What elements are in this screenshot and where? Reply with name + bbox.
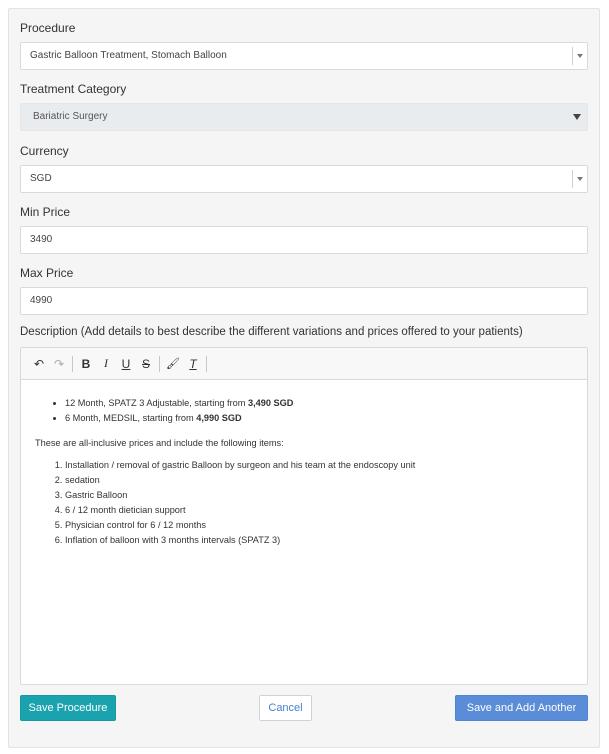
category-select — [20, 103, 588, 131]
list-item: 2. sedation — [65, 473, 573, 488]
save-and-add-another-button[interactable]: Save and Add Another — [455, 695, 588, 721]
strikethrough-button[interactable]: S — [141, 356, 150, 371]
list-item: 1. Installation / removal of gastric Balloon by surgeon and his team at the endoscopy unit — [65, 458, 573, 473]
list-item: 5. Physician control for 6 / 12 months — [65, 518, 573, 533]
category-value: Bariatric Surgery — [33, 111, 108, 122]
paint-brush-icon[interactable]: 🖌 — [166, 358, 180, 370]
bullet-price: 3,490 SGD — [247, 398, 294, 408]
clear-format-icon[interactable]: T — [189, 356, 197, 371]
undo-icon[interactable]: ↶ — [33, 356, 45, 371]
description-label: Description (Add details to best describe the different variations and prices offered to your patients) — [20, 326, 523, 338]
bullet-text: 6 Month, MEDSIL, starting from — [65, 413, 197, 423]
procedure-label: Procedure — [20, 21, 76, 35]
price-bullet-list — [35, 396, 573, 426]
min-price-input[interactable] — [20, 226, 588, 254]
list-item — [65, 396, 573, 411]
save-procedure-button[interactable]: Save Procedure — [20, 695, 116, 721]
list-item — [65, 411, 573, 426]
max-price-value: 4990 — [30, 295, 53, 306]
list-item: 4. 6 / 12 month dietician support — [65, 503, 573, 518]
underline-button[interactable]: U — [121, 356, 131, 371]
procedure-value: Gastric Balloon Treatment, Stomach Balloon — [30, 50, 227, 61]
toolbar-divider — [72, 356, 73, 372]
min-price-label: Min Price — [20, 205, 71, 219]
italic-button[interactable]: I — [104, 356, 108, 370]
bullet-text: 12 Month, SPATZ 3 Adjustable, starting from — [65, 398, 248, 408]
min-price-value: 3490 — [30, 234, 53, 245]
currency-select[interactable] — [20, 165, 588, 193]
caret-down-icon — [573, 114, 581, 120]
chevron-down-icon[interactable] — [572, 47, 587, 65]
list-item: 6. Inflation of balloon with 3 months intervals (SPATZ 3) — [65, 533, 573, 548]
toolbar-divider — [159, 356, 160, 372]
cancel-button[interactable]: Cancel — [259, 695, 312, 721]
bullet-price: 4,990 SGD — [196, 413, 242, 423]
inclusive-paragraph: These are all-inclusive prices and include the following items: — [35, 438, 284, 448]
editor-toolbar — [21, 348, 587, 380]
toolbar-divider — [206, 356, 207, 372]
max-price-input[interactable] — [20, 287, 588, 315]
procedure-form-panel — [8, 8, 600, 748]
max-price-label: Max Price — [20, 266, 74, 280]
list-item: 3. Gastric Balloon — [65, 488, 573, 503]
category-label: Treatment Category — [20, 82, 127, 96]
currency-value: SGD — [30, 173, 52, 184]
procedure-select[interactable] — [20, 42, 588, 70]
bold-button[interactable]: B — [81, 356, 91, 371]
redo-icon[interactable]: ↷ — [53, 356, 65, 371]
currency-label: Currency — [20, 144, 69, 158]
editor-content[interactable] — [21, 380, 587, 548]
description-editor[interactable] — [20, 347, 588, 685]
chevron-down-icon[interactable] — [572, 170, 587, 188]
included-items-list — [35, 458, 573, 548]
